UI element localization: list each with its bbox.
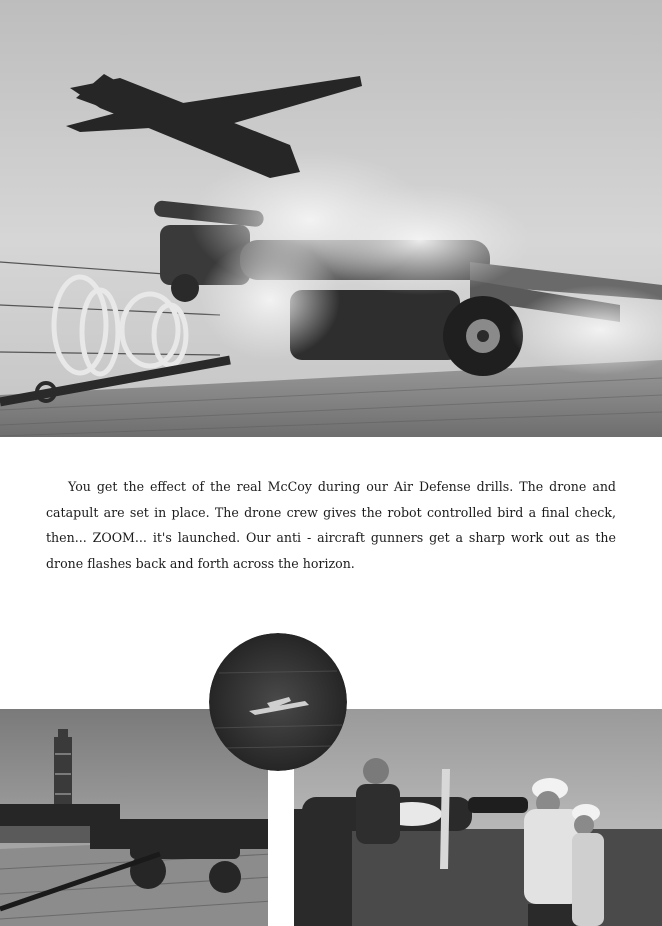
drone-in-flight-inset (209, 633, 347, 771)
drone-crew-photo (292, 709, 662, 926)
drone-launch-photo (0, 0, 662, 437)
photo-divider (268, 760, 294, 926)
photo-caption: You get the effect of the real McCoy during our Air Defense drills. The drone and catapult are set in place. The drone crew gives the robot controlled bird a final check, then... ZOOM... it's launched. Our anti - aircraft gunners get a sharp work out as the drone flashes back and forth across the horizon. (46, 479, 616, 571)
